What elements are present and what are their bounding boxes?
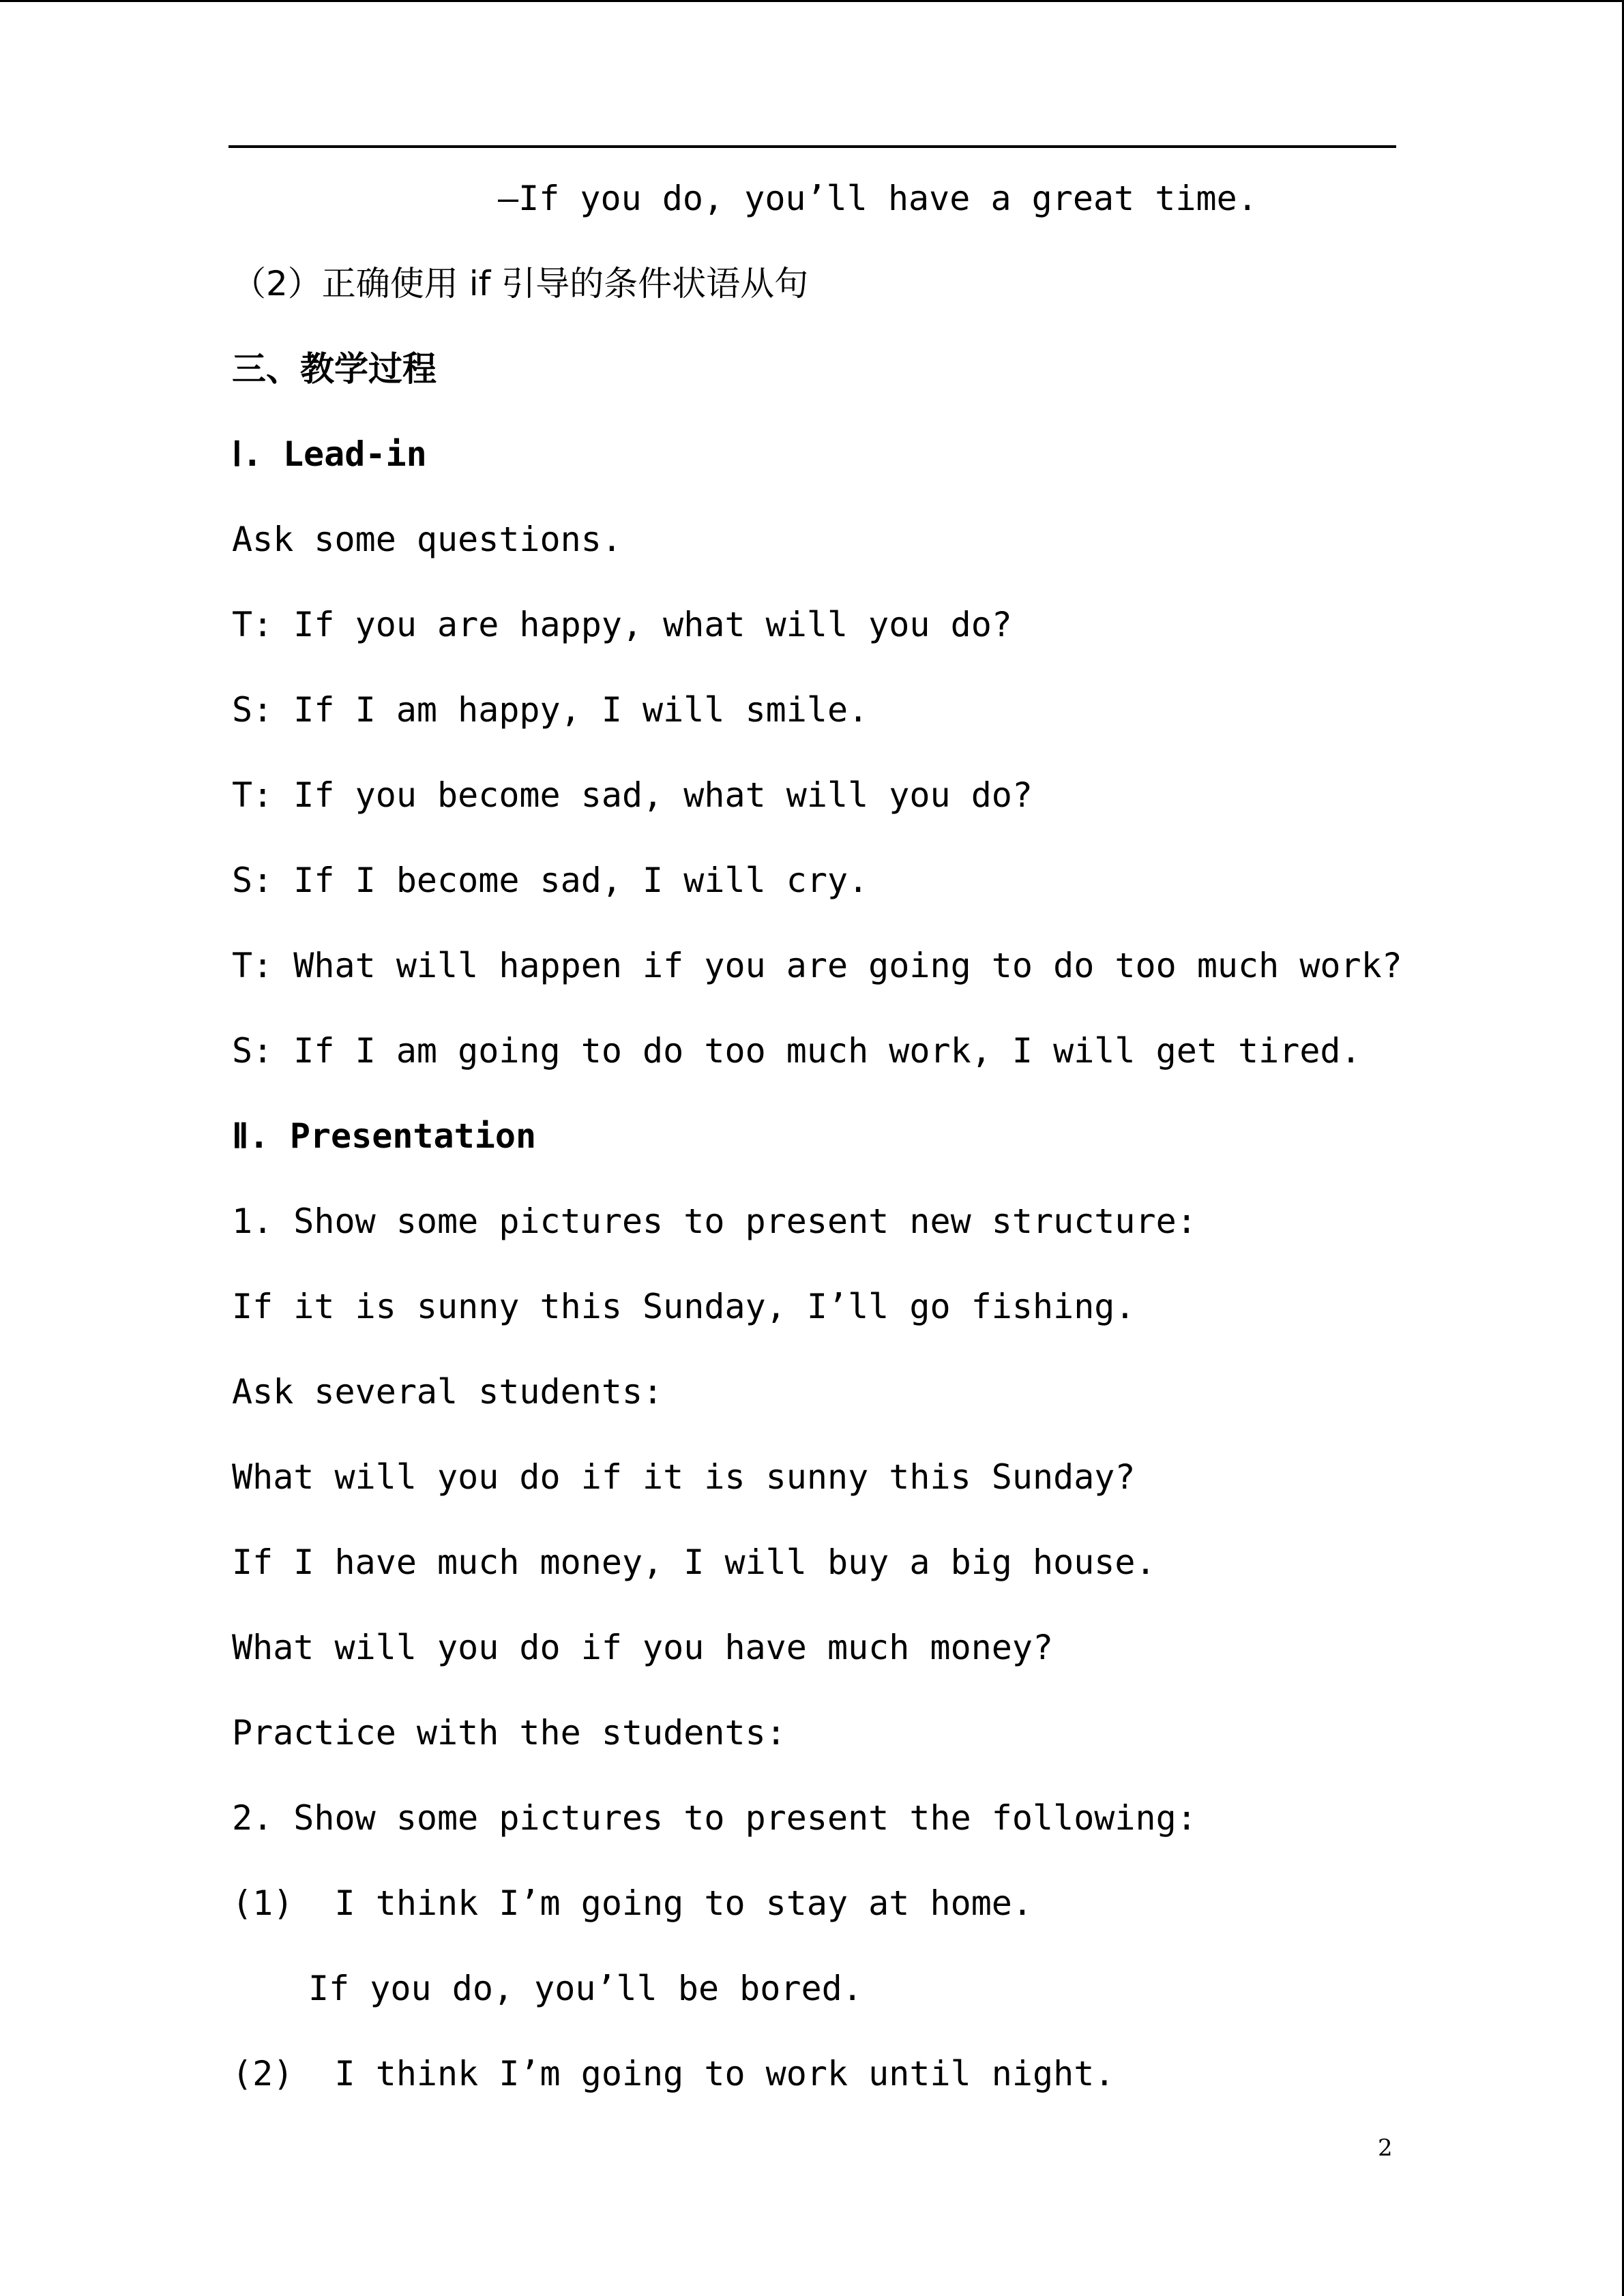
subsection-heading-presentation: Ⅱ. Presentation (232, 1116, 537, 1156)
dialogue-line: S: If I am going to do too much work, I will get tired. (232, 1031, 1361, 1071)
text-line: What will you do if it is sunny this Sunday? (232, 1457, 1136, 1497)
dialogue-line: S: If I become sad, I will cry. (232, 861, 869, 900)
text-line: (2) I think I’m going to work until night. (232, 2054, 1115, 2093)
dialogue-line: S: If I am happy, I will smile. (232, 690, 869, 730)
subsection-heading-leadin: Ⅰ. Lead-in (232, 434, 427, 474)
text-line: 1. Show some pictures to present new structure: (232, 1202, 1197, 1241)
header-rule (228, 145, 1396, 148)
section-heading: 三、教学过程 (232, 349, 437, 389)
answer-line: —If you do, you’ll have a great time. (498, 179, 1258, 218)
dialogue-line: T: If you are happy, what will you do? (232, 605, 1012, 644)
objective-item: （2）正确使用 if 引导的条件状语从句 (232, 264, 809, 303)
text-line: 2. Show some pictures to present the following: (232, 1798, 1197, 1838)
text-line: Ask several students: (232, 1372, 664, 1412)
text-line: If I have much money, I will buy a big house. (232, 1542, 1156, 1582)
text-line: (1) I think I’m going to stay at home. (232, 1883, 1033, 1923)
text-line: Practice with the students: (232, 1713, 786, 1753)
page-border-top (0, 0, 1624, 2)
text-line: What will you do if you have much money? (232, 1628, 1054, 1667)
page-number: 2 (1378, 2134, 1393, 2162)
dialogue-line: T: If you become sad, what will you do? (232, 775, 1033, 815)
dialogue-line: T: What will happen if you are going to do too much work? (232, 946, 1402, 985)
text-line: If you do, you’ll be bored. (308, 1969, 863, 2008)
text-line: If it is sunny this Sunday, I’ll go fishing. (232, 1287, 1136, 1326)
text-line: Ask some questions. (232, 520, 622, 559)
